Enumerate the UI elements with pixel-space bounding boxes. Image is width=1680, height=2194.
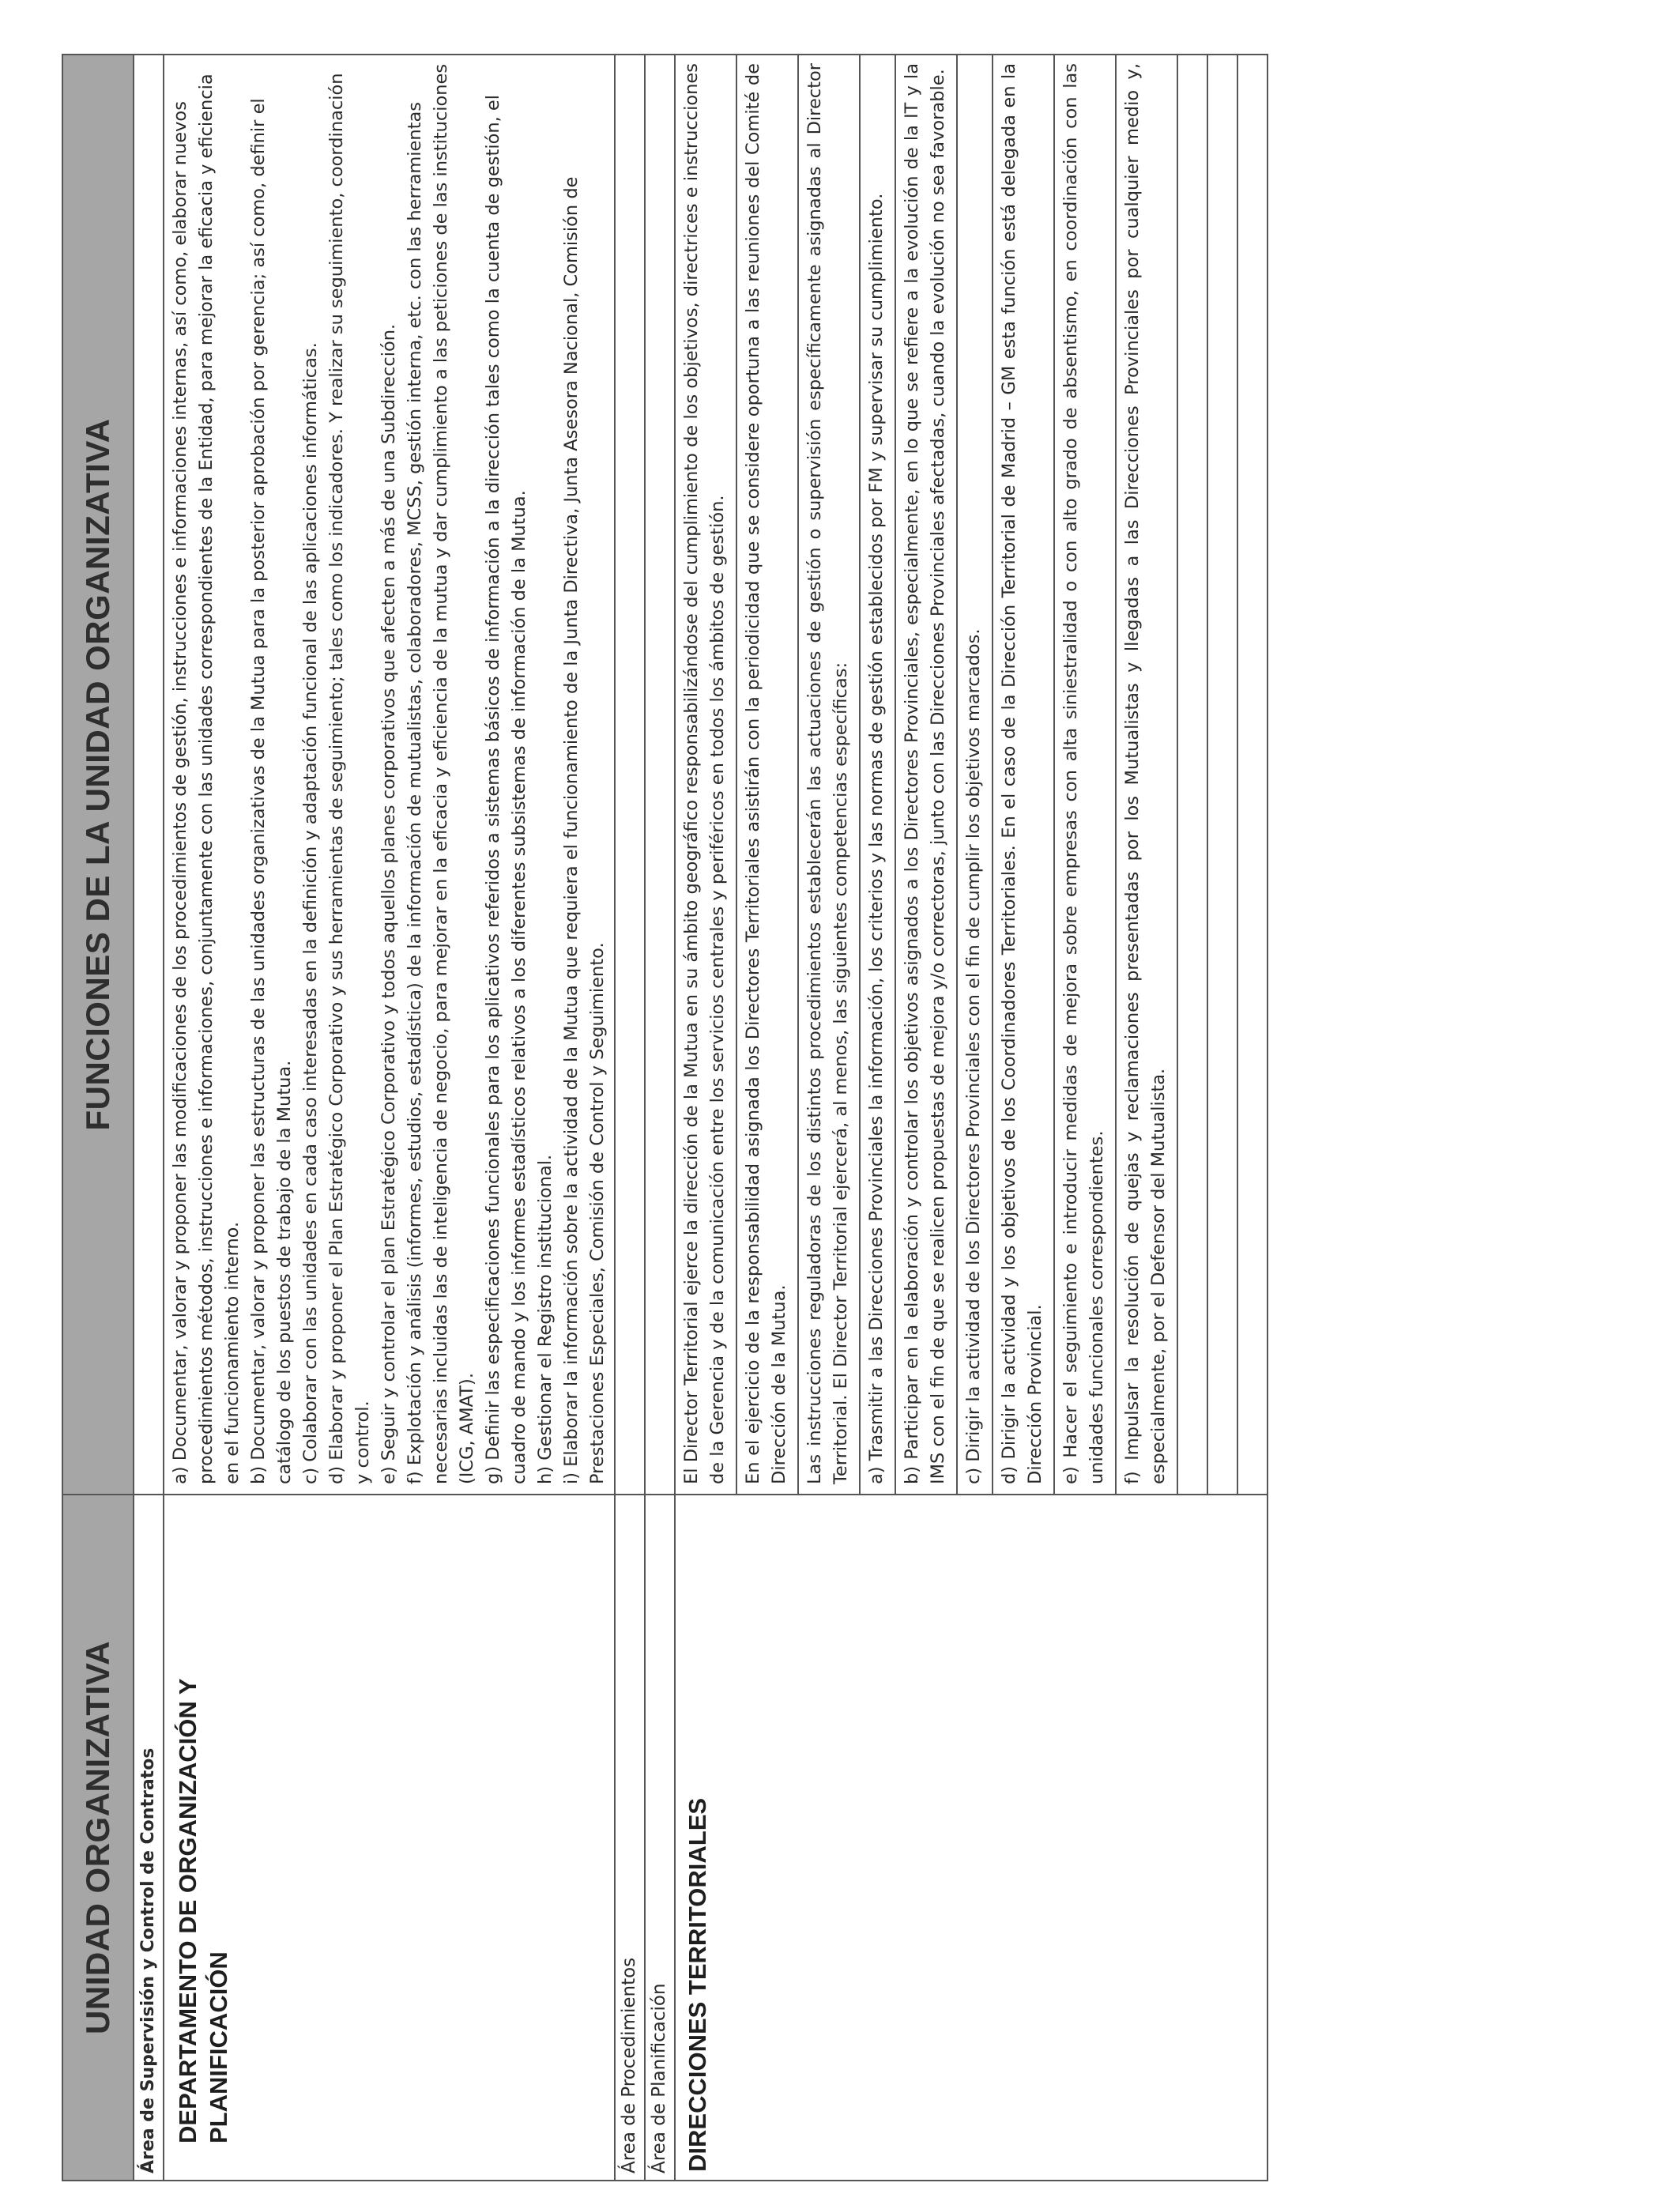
territorial-function: Las instrucciones reguladoras de los distintos procedimientos establecerán las actuaciones de gestión o supervisión específicamente asignadas al Director Territorial. El Director Territorial ejercerá, al menos, las siguientes competencias específicas: [798,55,860,1495]
territorial-function: En el ejercicio de la responsabilidad asignada los Directores Territoriales asistirán con la periodicidad que se considere oportuna a las reuniones del Comité de Dirección de la Mutua. [736,55,798,1495]
empty-cell [1237,55,1268,1495]
row-area-supervision [134,55,164,2181]
function-item: e) Seguir y controlar el plan Estratégico Corporativo y todos aquellos planes corporativos que afecten a más de una Subdirección. [379,323,399,1484]
territorial-function: b) Participar en la elaboración y controlar los objetivos asignados a los Directores Provinciales, especialmente, en lo que se refiere a la evolución de la IT y la IMS con el fin de que se realicen propuestas de mejora y/o correctoras, junto con las Direcciones Provinciales afectadas, cuando la evolución no sea favorable. [895,55,957,1495]
territorial-function: a) Trasmitir a las Direcciones Provinciales la información, los criterios y las normas de gestión establecidos por FM y supervisar su cumplimiento. [860,55,895,1495]
territorial-function: c) Dirigir la actividad de los Directores Provinciales con el fin de cumplir los objetivos marcados. [957,55,993,1495]
empty-cell [615,55,645,1495]
department-functions [164,55,615,1495]
function-item: h) Gestionar el Registro institucional. [535,1154,556,1484]
area-procedimientos-label: Área de Procedimientos [615,1495,645,2181]
territorial-function: f) Impulsar la resolución de quejas y reclamaciones presentadas por los Mutualistas y llegadas a las Direcciones Provinciales por cualquier medio y, especialmente, por el Defensor del Mutualista. [1116,55,1177,1495]
function-item: g) Definir las especificaciones funcionales para los aplicativos referidos a sistemas básicos de información a la dirección tales como la cuenta de gestión, el cuadro de mando y los informes estadísticos relativos a los diferentes subsistemas de información de la Mutua. [483,95,529,1484]
header-functions: FUNCIONES DE LA UNIDAD ORGANIZATIVA [62,55,134,1495]
territorial-function: d) Dirigir la actividad y los objetivos de los Coordinadores Territoriales. En el caso de la Dirección Territorial de Madrid – GM esta función está delegada en la Dirección Provincial. [993,55,1054,1495]
function-item: i) Elaborar la información sobre la actividad de la Mutua que requiera el funcionamiento de la Junta Directiva, Junta Asesora Nacional, Comisión de Prestaciones Especiales, Comisión de Control y Seguimiento. [561,176,608,1484]
header-row [62,55,134,2181]
function-item: a) Documentar, valorar y proponer las modificaciones de los procedimientos de gestión, instrucciones e informaciones internas, así como, elaborar nuevos procedimientos métodos, instrucciones e informaciones, conjuntamente con las unidades correspondientes de la Entidad, para mejorar la eficacia y eficiencia en el funcionamiento interno. [170,74,243,1484]
territorial-function: e) Hacer el seguimiento e introducir medidas de mejora sobre empresas con alta siniestralidad o con alto grado de absentismo, en coordinación con las unidades funcionales correspondientes. [1054,55,1116,1495]
area-supervision-label: Área de Supervisión y Control de Contratos [134,1495,164,2181]
row-area-planificacion [645,55,675,2181]
area-planificacion-label: Área de Planificación [645,1495,675,2181]
header-unit: UNIDAD ORGANIZATIVA [62,1495,134,2181]
function-item: b) Documentar, valorar y proponer las estructuras de las unidades organizativas de la Mutua para la posterior aprobación por gerencia; así como, definir el catálogo de los puestos de trabajo de la Mutua. [248,98,295,1484]
row-department [164,55,615,2181]
empty-cell [645,55,675,1495]
row-territorial [675,55,736,2181]
territorial-name: DIRECCIONES TERRITORIALES [675,1495,1268,2181]
function-item: f) Explotación y análisis (informes, estudios, estadística) de la información de mutualistas, colaboradores, MCSS, gestión interna, etc. con las herramientas necesarias incluidas las de inteligencia de negocio, para mejorar en la eficacia y eficiencia de la mutua y dar cumplimiento a las peticiones de las instituciones (ICG, AMAT). [405,63,477,1484]
empty-cell [1207,55,1237,1495]
empty-cell [1177,55,1207,1495]
row-area-procedimientos [615,55,645,2181]
function-item: c) Colaborar con las unidades en cada caso interesadas en la definición y adaptación funcional de las aplicaciones informáticas. [300,342,321,1484]
function-item: d) Elaborar y proponer el Plan Estratégico Corporativo y sus herramientas de seguimiento; tales como los indicadores. Y realizar su seguimiento, coordinación y control. [326,73,373,1484]
territorial-function: El Director Territorial ejerce la dirección de la Mutua en su ámbito geográfico responsabilizándose del cumplimiento de los objetivos, directrices e instrucciones de la Gerencia y de la comunicación entre los servicios centrales y periféricos en todos los ámbitos de gestión. [675,55,736,1495]
department-name: DEPARTAMENTO DE ORGANIZACIÓN Y PLANIFICACIÓN [164,1495,615,2181]
empty-cell [134,55,164,1495]
organization-table [62,54,1268,2181]
